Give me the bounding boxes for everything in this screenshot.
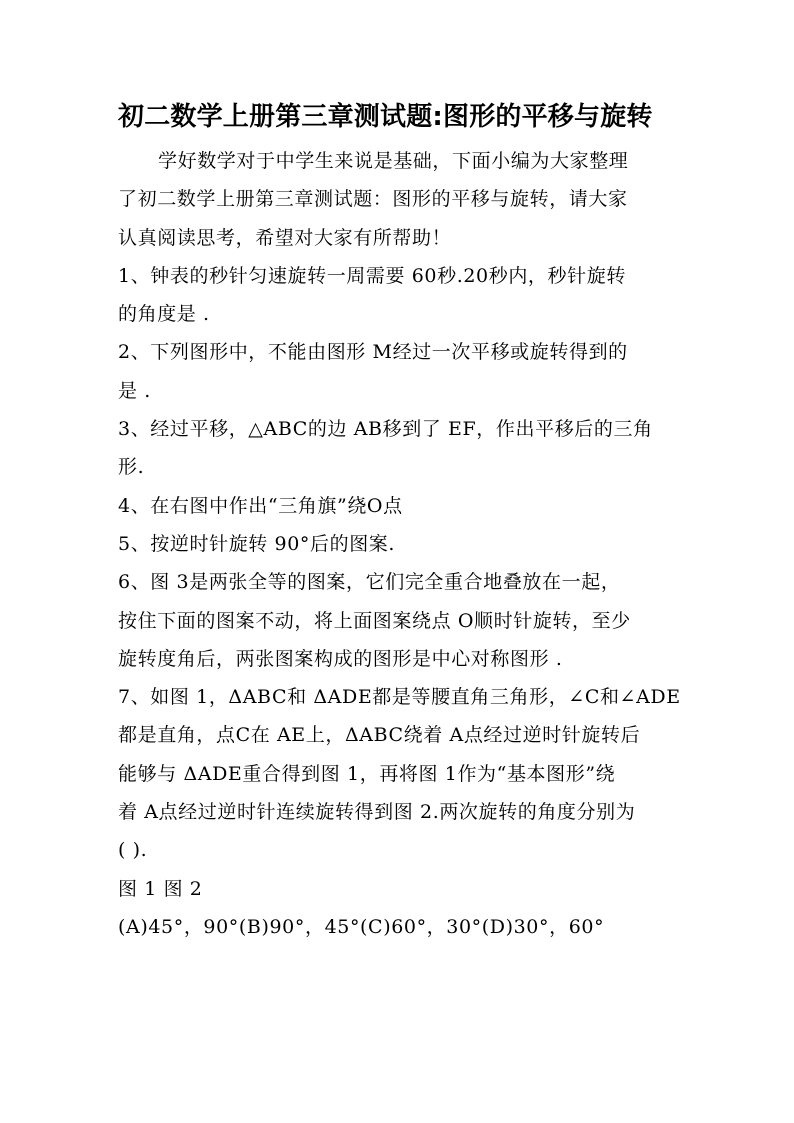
- answer-options-line: (A)45°，90°(B)90°，45°(C)60°，30°(D)30°，60°: [118, 915, 605, 938]
- question-1-line-1: 1、钟表的秒针匀速旋转一周需要 60秒.20秒内，秒针旋转: [118, 264, 626, 287]
- question-2-line-1: 2、下列图形中，不能由图形 M经过一次平移或旋转得到的: [118, 341, 628, 364]
- question-7-line-5: ( ).: [118, 839, 148, 862]
- question-2-line-2: 是 .: [118, 379, 151, 402]
- question-3-line-1: 3、经过平移，△ABC的边 AB移到了 EF，作出平移后的三角: [118, 418, 653, 441]
- document-title: 初二数学上册第三章测试题:图形的平移与旋转: [118, 102, 653, 132]
- question-3-line-2: 形.: [118, 456, 145, 479]
- intro-line-1: 学好数学对于中学生来说是基础，下面小编为大家整理: [158, 150, 629, 172]
- question-7-line-3: 能够与 ΔADE重合得到图 1，再将图 1作为“基本图形”绕: [118, 762, 616, 785]
- question-7-line-1: 7、如图 1，ΔABC和 ΔADE都是等腰直角三角形，∠C和∠ADE: [118, 686, 681, 709]
- question-7-line-2: 都是直角，点C在 AE上，ΔABC绕着 A点经过逆时针旋转后: [118, 724, 641, 747]
- intro-line-2: 了初二数学上册第三章测试题：图形的平移与旋转，请大家: [118, 188, 628, 211]
- question-4-line: 4、在右图中作出“三角旗”绕O点: [118, 494, 403, 517]
- document-body: [118, 142, 680, 946]
- question-7-line-4: 着 A点经过逆时针连续旋转得到图 2.两次旋转的角度分别为: [118, 801, 636, 824]
- intro-line-3: 认真阅读思考，希望对大家有所帮助！: [118, 226, 452, 249]
- question-6-line-2: 按住下面的图案不动，将上面图案绕点 O顺时针旋转，至少: [118, 609, 631, 632]
- question-5-line: 5、按逆时针旋转 90°后的图案.: [118, 532, 396, 555]
- question-6-line-3: 旋转度角后，两张图案构成的图形是中心对称图形 .: [118, 647, 563, 670]
- figure-labels-line: 图 1 图 2: [118, 877, 203, 900]
- question-1-line-2: 的角度是 .: [118, 303, 210, 326]
- question-6-line-1: 6、图 3是两张全等的图案，它们完全重合地叠放在一起，: [118, 571, 621, 594]
